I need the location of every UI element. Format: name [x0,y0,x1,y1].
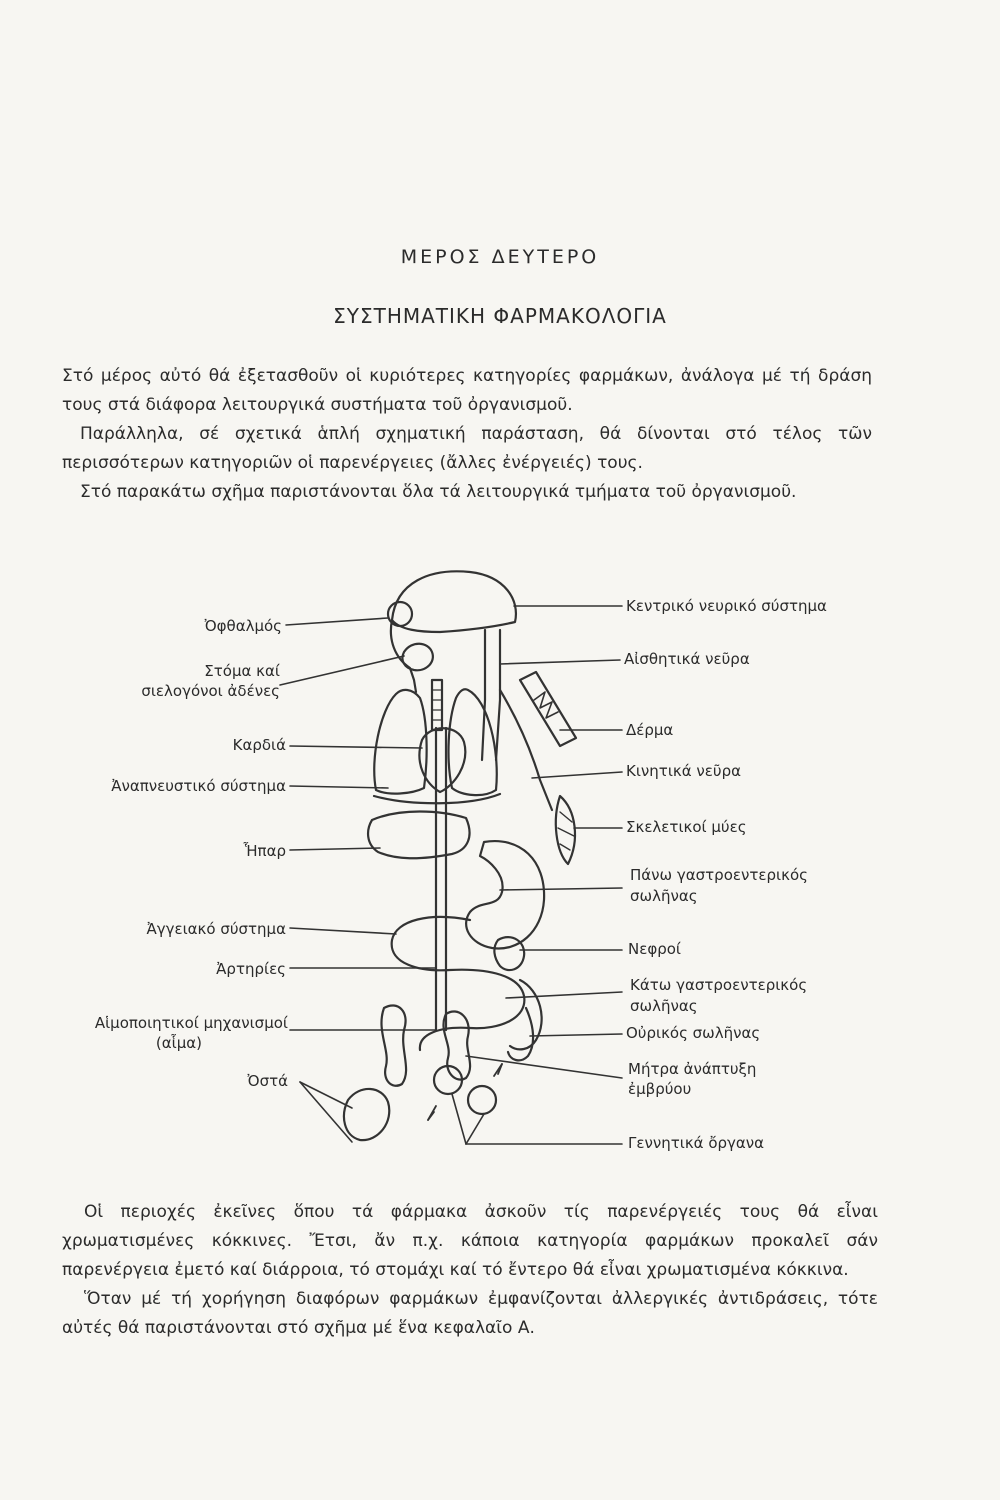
salivary-gland [402,644,432,671]
skin-strip [520,672,576,746]
urinary-tract [508,1008,533,1060]
brain-shape [392,571,516,632]
ovary-right [468,1086,496,1114]
label-mouth-line2: σιελογόνοι ἀδένες [141,682,280,700]
body-systems-figure [0,560,1000,1180]
part-heading: ΜΕΡΟΣ ΔΕΥΤΕΡΟ [400,246,600,268]
label-kidneys: Νεφροί [628,940,681,958]
stomach [466,841,544,948]
lower-gi [510,980,542,1049]
label-skeletal-muscles: Σκελετικοί μύες [626,818,747,836]
label-upper-gi-line1: Πάνω γαστροεντερικός [630,866,808,884]
page-title: ΣΥΣΤΗΜΑΤΙΚΗ ΦΑΡΜΑΚΟΛΟΓΙΑ [333,304,667,328]
kidney [494,937,524,970]
label-vascular: Ἀγγειακό σύστημα [146,920,286,938]
outro-paragraph-2: Ὅταν μέ τή χορήγηση διαφόρων φαρμάκων ἐμφανίζονται ἀλλεργικές ἀντιδράσεις, τότε αὐτές θά παριστάνονται στό σχῆμα μέ ἕνα κεφαλαῖο Α. [62,1289,878,1338]
spinal-cord [482,630,485,760]
label-urinary-tract: Οὐρικός σωλῆνας [626,1024,761,1042]
label-lower-gi-line1: Κάτω γαστροεντερικός [630,976,808,994]
left-lung [374,690,426,794]
label-uterus-line1: Μήτρα ἀνάπτυξη [628,1060,757,1078]
label-respiratory: Ἀναπνευστικό σύστημα [111,777,286,795]
nerve-branch [500,690,552,810]
label-liver: Ἧπαρ [243,842,286,860]
label-genital-organs: Γεννητικά ὄργανα [628,1134,765,1152]
label-blood-line2: (αἷμα) [155,1034,202,1052]
label-heart: Καρδιά [232,736,286,754]
label-eye: Ὀφθαλμός [204,617,282,635]
femur-head [344,1089,389,1140]
intro-text [62,362,872,507]
label-upper-gi-line2: σωλῆνας [630,887,698,905]
label-mouth-line1: Στόμα καί [204,662,280,680]
label-bones: Ὀστά [247,1072,288,1090]
left-leader-lines [280,618,436,1142]
liver [368,812,469,859]
intro-paragraph-1: Στό μέρος αὐτό θά ἐξετασθοῦν οἱ κυριότερες κατηγορίες φαρμάκων, ἀνάλογα μέ τή δράση τους στά διάφορα λειτουργικά συστήματα τοῦ ὀργανισμοῦ. [62,366,872,415]
skeletal-muscle [556,796,575,864]
outro-text [62,1198,878,1343]
right-leader-lines [452,606,622,1144]
pelvis-bone-left [381,1005,406,1085]
anatomy-diagram [0,560,1000,1180]
eye-circle [388,602,412,626]
label-cns: Κεντρικό νευρικό σύστημα [626,597,827,615]
label-skin: Δέρμα [626,721,674,739]
intro-paragraph-3: Στό παρακάτω σχῆμα παριστάνονται ὅλα τά λειτουργικά τμήματα τοῦ ὀργανισμοῦ. [80,482,797,502]
label-lower-gi-line2: σωλῆνας [630,997,698,1015]
label-blood-line1: Αἱμοποιητικοί μηχανισμοί [94,1014,288,1032]
label-motor-nerves: Κινητικά νεῦρα [626,762,741,780]
trachea [432,680,442,730]
label-sensory-nerves: Αἰσθητικά νεῦρα [624,650,750,668]
intro-paragraph-2: Παράλληλα, σέ σχετικά ἁπλή σχηματική παράσταση, θά δίνονται στό τέλος τῶν περισσότερων κατηγοριῶν οἱ παρενέργειες (ἄλλες ἐνέργειές) τους. [62,424,872,473]
label-uterus-line2: ἐμβρύου [628,1080,692,1098]
label-arteries: Ἀρτηρίες [216,960,286,978]
outro-paragraph-1: Οἱ περιοχές ἐκεῖνες ὅπου τά φάρμακα ἀσκοῦν τίς παρενέργειές τους θά εἶναι χρωματισμένες κόκκινες. Ἔτσι, ἄν π.χ. κάποια κατηγορία φαρμάκων προκαλεῖ σάν παρενέργεια ἐμετό καί διάρροια, τό στομάχι καί τό ἔντερο θά εἶναι χρωματισμένα κόκκινα. [62,1202,878,1280]
